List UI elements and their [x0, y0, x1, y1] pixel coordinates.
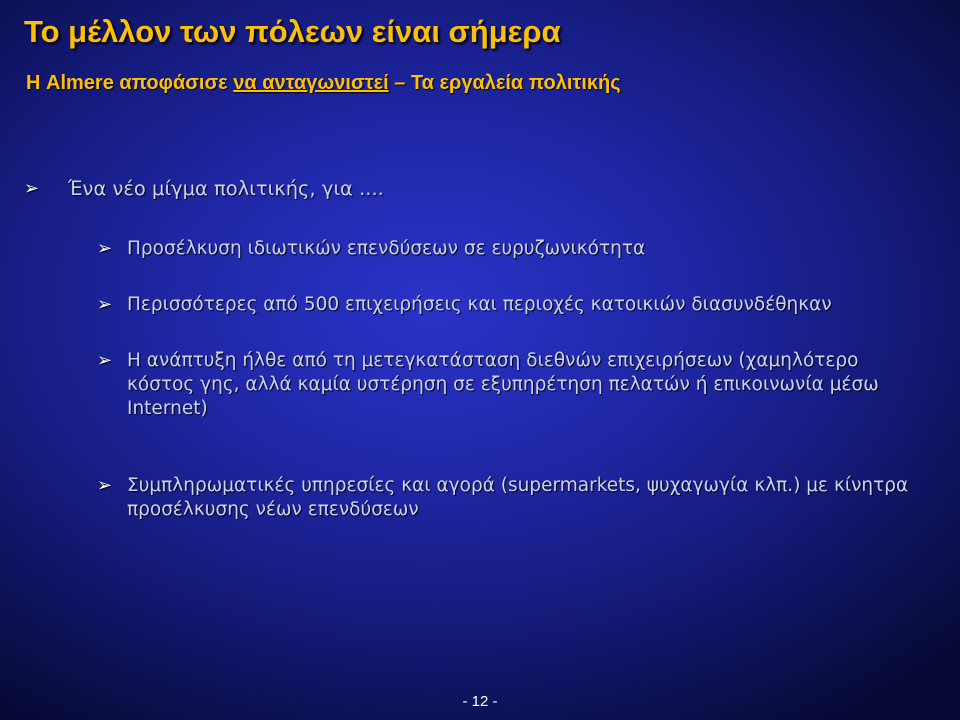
bullet-text: Συμπληρωματικές υπηρεσίες και αγορά (supermarkets, ψυχαγωγία κλπ.) με κίνητρα προσέλκυσης νέων επενδύσεων — [127, 475, 909, 520]
arrow-bullet-icon: ➢ — [24, 178, 40, 199]
slide-title: Το μέλλον των πόλεων είναι σήμερα — [24, 14, 561, 49]
bullet-text: Η ανάπτυξη ήλθε από τη μετεγκατάσταση διεθνών επιχειρήσεων (χαμηλότερο κόστος γης, αλλά καμία υστέρηση σε εξυπηρέτηση πελατών ή επικοινωνία μέσω Internet) — [127, 350, 879, 419]
bullet-item — [97, 237, 927, 261]
bullet-text: Ένα νέο μίγμα πολιτικής, για .... — [68, 177, 384, 200]
arrow-bullet-icon: ➢ — [97, 350, 113, 371]
bullet-item — [97, 293, 927, 317]
subtitle-part-1: Η Almere αποφάσισε — [26, 72, 234, 94]
page-number: - 12 - — [462, 693, 498, 710]
arrow-bullet-icon: ➢ — [97, 475, 113, 496]
bullet-item-main — [24, 177, 904, 201]
slide-subtitle — [26, 72, 621, 95]
bullet-item — [97, 474, 927, 522]
bullet-item — [97, 349, 927, 421]
subtitle-part-2: – Τα εργαλεία πολιτικής — [388, 72, 621, 94]
subtitle-link[interactable]: να ανταγωνιστεί — [233, 72, 389, 94]
bullet-text: Περισσότερες από 500 επιχειρήσεις και περιοχές κατοικιών διασυνδέθηκαν — [127, 294, 832, 315]
arrow-bullet-icon: ➢ — [97, 294, 113, 315]
bullet-text: Προσέλκυση ιδιωτικών επενδύσεων σε ευρυζωνικότητα — [127, 238, 646, 259]
arrow-bullet-icon: ➢ — [97, 238, 113, 259]
